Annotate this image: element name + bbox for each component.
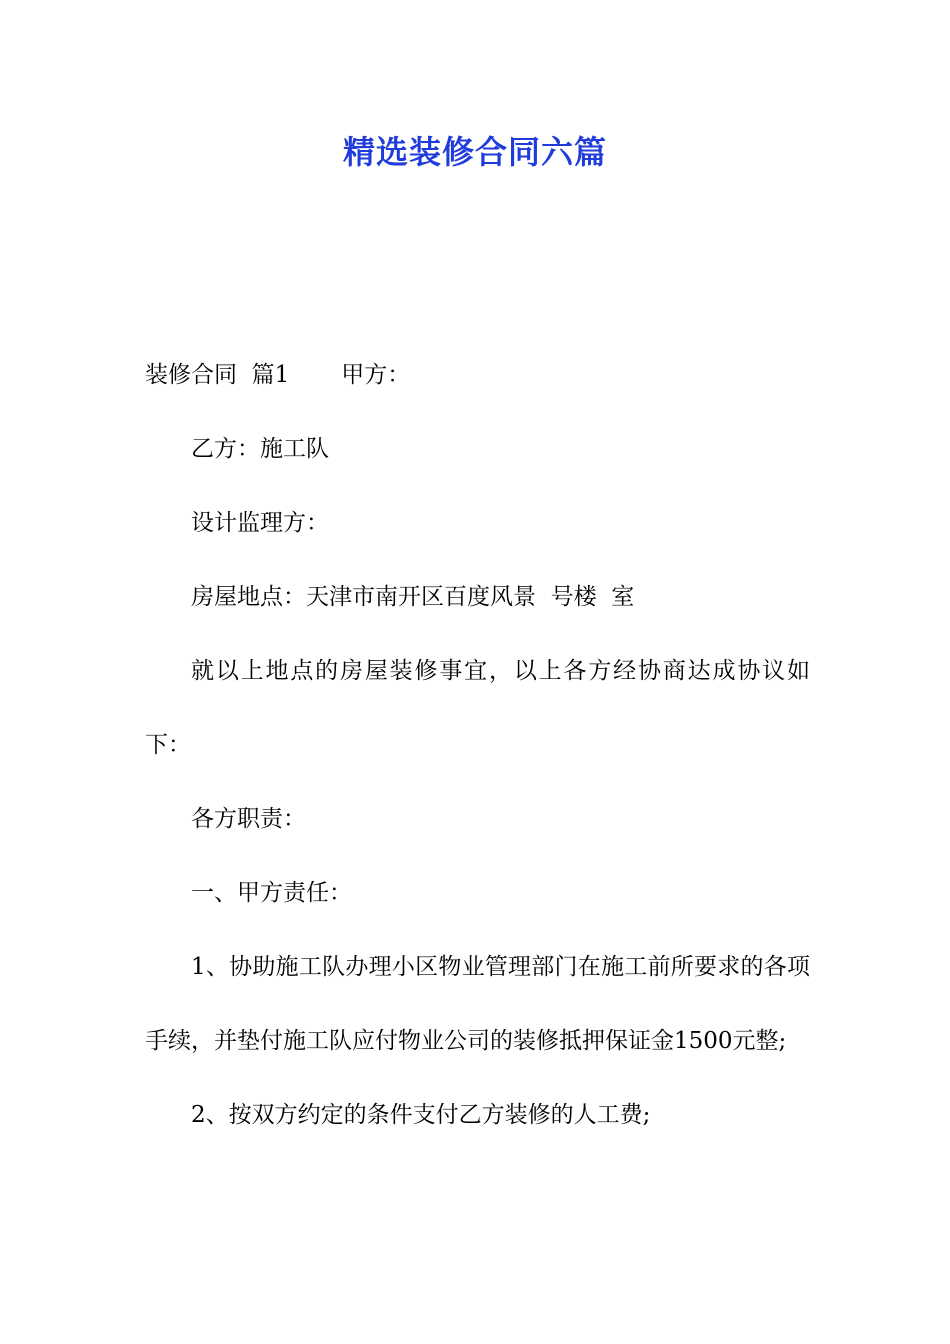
paragraph-party-a-duties: 一、甲方责任： xyxy=(191,880,352,906)
paragraph-supervisor: 设计监理方： xyxy=(191,510,329,536)
document-body xyxy=(145,338,810,1152)
party-a-label: 甲方： xyxy=(341,362,411,388)
section-heading-line xyxy=(145,338,810,412)
paragraph-party-b: 乙方：施工队 xyxy=(191,436,329,462)
paragraph-duty-2: 2、按双方约定的条件支付乙方装修的人工费; xyxy=(191,1102,651,1128)
paragraph-location: 房屋地点：天津市南开区百度风景 号楼 室 xyxy=(191,584,635,610)
paragraph-agreement: 就以上地点的房屋装修事宜，以上各方经协商达成协议如下： xyxy=(145,658,810,758)
document-title: 精选装修合同六篇 xyxy=(342,133,607,171)
paragraph-duties: 各方职责： xyxy=(191,806,306,832)
section-heading: 装修合同 篇1 xyxy=(145,362,290,388)
paragraph-duty-1: 1、协助施工队办理小区物业管理部门在施工前所要求的各项手续，并垫付施工队应付物业公司的装修抵押保证金1500元整; xyxy=(145,954,810,1054)
